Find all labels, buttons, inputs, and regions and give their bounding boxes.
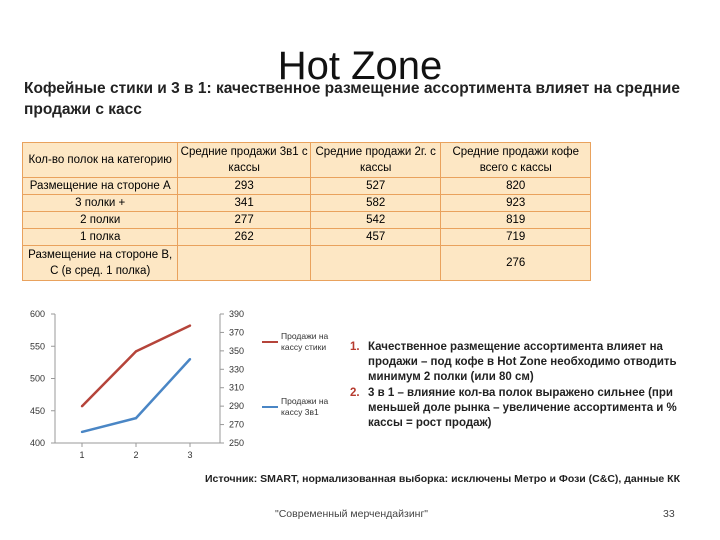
note-item (350, 340, 710, 385)
table-row (23, 195, 591, 212)
table-cell: 2 полки (23, 212, 178, 229)
left-axis-tick-label: 500 (30, 373, 46, 384)
chart-series (81, 324, 191, 433)
right-axis-tick-label: 270 (229, 419, 245, 430)
data-point (135, 417, 137, 419)
note-text: Качественное размещение ассортимента влияет на продажи – под кофе в Hot Zone необходимо отводить минимум 2 полки (или 80 см) (368, 341, 677, 383)
footer-text: "Современный мерчендайзинг" (275, 508, 429, 520)
table-cell: 262 (178, 229, 310, 246)
right-axis-tick-label: 370 (229, 327, 245, 338)
left-axis-tick-label: 600 (30, 309, 46, 319)
table-cell: 293 (178, 178, 310, 195)
series-line (82, 326, 190, 407)
table-cell: 582 (310, 195, 441, 212)
data-point (81, 405, 83, 407)
table-cell: 923 (441, 195, 591, 212)
series-line (82, 359, 190, 432)
source-note: Источник: SMART, нормализованная выборка: исключены Метро и Фози (C&C), данные КК (205, 473, 680, 485)
table-cell: 3 полки + (23, 195, 178, 212)
note-item (350, 386, 710, 431)
data-point (135, 350, 137, 352)
x-axis-tick-label: 3 (187, 450, 193, 460)
right-axis-tick-label: 330 (229, 364, 245, 375)
table-cell-empty (310, 246, 441, 281)
right-axis-tick-label: 310 (229, 382, 245, 393)
slide-title: Hot Zone (277, 44, 443, 88)
table-cell: 1 полка (23, 229, 178, 246)
table-cell: 277 (178, 212, 310, 229)
table-cell: 819 (441, 212, 591, 229)
table-header-cell: Средние продажи 2г. с кассы (310, 143, 441, 178)
right-axis-tick-label: 290 (229, 401, 245, 412)
table-header-cell: Средние продажи 3в1 с кассы (178, 143, 310, 178)
right-axis-tick-label: 250 (229, 438, 245, 448)
data-point (81, 431, 83, 433)
legend-label: Продажи на кассу 3в1 (281, 396, 329, 417)
left-axis-tick-label: 550 (30, 341, 46, 352)
table-cell-empty (178, 246, 310, 281)
data-point (189, 324, 191, 326)
legend-label: Продажи на кассу стики (281, 331, 329, 352)
table-row-side-b (23, 246, 591, 281)
sales-table (22, 142, 591, 281)
table-cell: 542 (310, 212, 441, 229)
left-axis-tick-label: 450 (30, 405, 46, 416)
line-chart (0, 300, 345, 465)
table-row (23, 229, 591, 246)
table-row (23, 212, 591, 229)
table-cell: Размещение на стороне А (23, 178, 178, 195)
page-number: 33 (663, 508, 675, 520)
table-header-cell: Кол-во полок на категорию (23, 143, 178, 178)
chart-axes (30, 309, 244, 460)
table-row (23, 178, 591, 195)
table-cell: Размещение на стороне B, С (в сред. 1 полка) (23, 246, 178, 281)
data-point (189, 358, 191, 360)
table-header-row (23, 143, 591, 178)
x-axis-tick-label: 1 (79, 450, 85, 460)
table-cell: 719 (441, 229, 591, 246)
left-axis-tick-label: 400 (30, 438, 46, 448)
note-text: 3 в 1 – влияние кол-ва полок выражено сильнее (при меньшей доле рынка – увеличение ассортимента и % кассы = рост продаж) (368, 387, 677, 429)
notes-list (350, 340, 710, 432)
table-cell: 276 (441, 246, 591, 281)
note-number: 2. (350, 387, 360, 399)
table-cell: 457 (310, 229, 441, 246)
table-header-cell: Средние продажи кофе всего с кассы (441, 143, 591, 178)
note-number: 1. (350, 341, 360, 353)
table-cell: 820 (441, 178, 591, 195)
table-cell: 341 (178, 195, 310, 212)
slide-subtitle: Кофейные стики и 3 в 1: качественное размещение ассортимента влияет на средние продажи с касс (24, 80, 680, 118)
right-axis-tick-label: 390 (229, 309, 245, 319)
table-cell: 527 (310, 178, 441, 195)
right-axis-tick-label: 350 (229, 345, 245, 356)
x-axis-tick-label: 2 (133, 450, 139, 460)
chart-legend (262, 331, 329, 417)
